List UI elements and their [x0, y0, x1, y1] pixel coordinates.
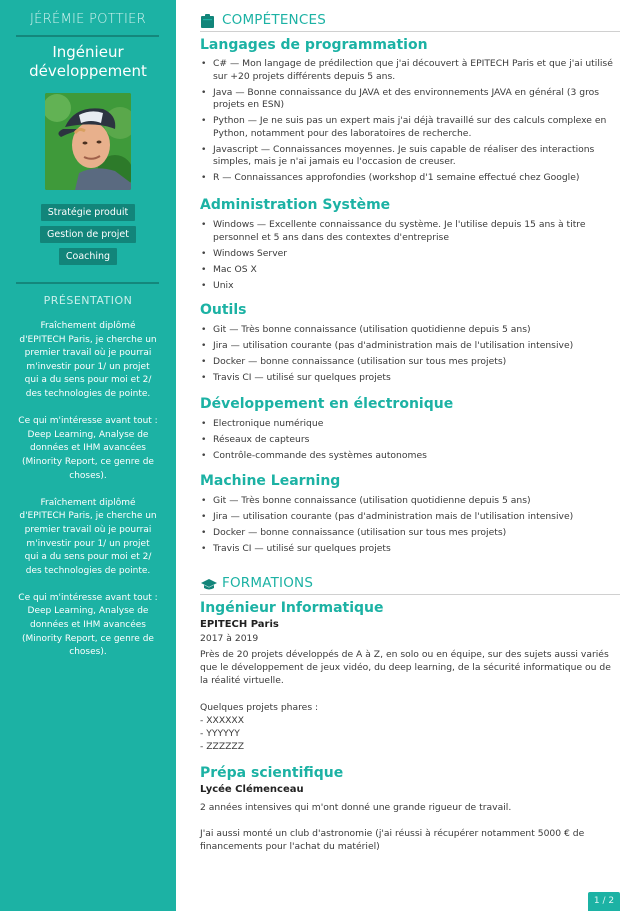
- formation-school: Lycée Clémenceau: [200, 784, 304, 795]
- skill-list: [200, 495, 620, 559]
- formation-title: Prépa scientifique: [200, 765, 344, 781]
- formation-description: J'ai aussi monté un club d'astronomie (j'ai réussi à récupérer notamment 5000 € de financements pour l'achat du matériel): [200, 828, 585, 852]
- presentation-heading: PRÉSENTATION: [43, 294, 133, 307]
- formation-description: Près de 20 projets développés de A à Z, en solo ou en équipe, sur des sujets aussi variés que le développement de jeux vidéo, du deep learning, de la sécurité informatique ou de la réalité virtuelle.: [200, 649, 611, 686]
- group-title: Langages de programmation: [200, 37, 428, 53]
- list-item: • Git — Très bonne connaissance (utilisation quotidienne depuis 5 ans): [200, 324, 620, 337]
- skill-list: [200, 58, 620, 188]
- list-item: • Windows — Excellente connaissance du système. Je l'utilise depuis 15 ans à titre personnel et 5 ans dans des contextes d'entreprise: [200, 219, 620, 244]
- list-item: • Travis CI — utilisé sur quelques projets: [200, 372, 620, 385]
- divider: [16, 282, 159, 284]
- skill-tag: Gestion de projet: [40, 226, 136, 243]
- presentation-paragraph: Fraîchement diplômé d'EPITECH Paris, je cherche un premier travail où je pourrai m'investir pour 1/ un projet qui a du sens pour moi et 2/ des technologies de pointe.: [19, 497, 157, 576]
- formation-title: Ingénieur Informatique: [200, 600, 384, 616]
- presentation-paragraph: Ce qui m'intéresse avant tout : Deep Learning, Analyse de données et IHM avancées (Minority Report, ce genre de choses).: [18, 416, 158, 481]
- skill-list: [200, 324, 620, 388]
- group-title: Développement en électronique: [200, 396, 454, 412]
- skill-tags: [0, 204, 176, 270]
- list-item: • Electronique numérique: [200, 418, 620, 431]
- sidebar: [0, 0, 176, 911]
- list-item: • Java — Bonne connaissance du JAVA et des environnements JAVA en général (3 gros projets en ESN): [200, 87, 620, 112]
- presentation-text: [18, 320, 158, 673]
- graduation-cap-icon: [201, 576, 217, 595]
- formation-project: - XXXXXX: [200, 715, 244, 726]
- job-title-line1: Ingénieur: [52, 43, 124, 61]
- formation-project: - YYYYYY: [200, 728, 240, 739]
- job-title: [0, 43, 176, 81]
- skill-tag: Coaching: [59, 248, 117, 265]
- profile-photo: [45, 93, 131, 190]
- list-item: • R — Connaissances approfondies (workshop d'1 semaine effectué chez Google): [200, 172, 620, 185]
- skill-tag: Stratégie produit: [41, 204, 136, 221]
- list-item: • Travis CI — utilisé sur quelques projets: [200, 543, 620, 556]
- list-item: • Unix: [200, 280, 620, 293]
- formation-description: 2 années intensives qui m'ont donné une grande rigueur de travail.: [200, 802, 512, 813]
- list-item: • Réseaux de capteurs: [200, 434, 620, 447]
- skill-list: [200, 219, 620, 296]
- section-title: FORMATIONS: [222, 575, 314, 591]
- list-item: • C# — Mon langage de prédilection que j'ai découvert à EPITECH Paris et que j'ai utilisé sur +20 projets différents depuis 5 ans.: [200, 58, 620, 83]
- formation-school: EPITECH Paris: [200, 619, 279, 630]
- list-item: • Jira — utilisation courante (pas d'administration mais de l'utilisation intensive): [200, 340, 620, 353]
- clipboard-icon: [201, 13, 214, 32]
- formation-projects-label: Quelques projets phares :: [200, 702, 319, 713]
- divider: [16, 35, 159, 37]
- list-item: • Docker — bonne connaissance (utilisation sur tous mes projets): [200, 527, 620, 540]
- job-title-line2: développement: [29, 62, 147, 80]
- formation-dates: 2017 à 2019: [200, 633, 259, 644]
- list-item: • Windows Server: [200, 248, 620, 261]
- list-item: • Mac OS X: [200, 264, 620, 277]
- presentation-paragraph: Fraîchement diplômé d'EPITECH Paris, je cherche un premier travail où je pourrai m'investir pour 1/ un projet qui a du sens pour moi et 2/ des technologies de pointe.: [19, 321, 157, 399]
- list-item: • Git — Très bonne connaissance (utilisation quotidienne depuis 5 ans): [200, 495, 620, 508]
- group-title: Outils: [200, 302, 247, 318]
- section-header-formations: [200, 572, 620, 595]
- group-title: Administration Système: [200, 197, 391, 213]
- skill-list: [200, 418, 620, 466]
- list-item: • Contrôle-commande des systèmes autonomes: [200, 450, 620, 463]
- section-header-competences: [200, 9, 620, 32]
- list-item: • Javascript — Connaissances moyennes. Je suis capable de réaliser des interactions simples, mais je n'ai jamais eu l'occasion de creuser.: [200, 144, 620, 169]
- group-title: Machine Learning: [200, 473, 341, 489]
- list-item: • Python — Je ne suis pas un expert mais j'ai déjà travaillé sur des calculs complexe en Python, notamment pour des laboratoires de recherche.: [200, 115, 620, 140]
- list-item: • Jira — utilisation courante (pas d'administration mais de l'utilisation intensive): [200, 511, 620, 524]
- list-item: • Docker — bonne connaissance (utilisation sur tous mes projets): [200, 356, 620, 369]
- formation-project: - ZZZZZZ: [200, 741, 244, 752]
- presentation-paragraph: Ce qui m'intéresse avant tout : Deep Learning, Analyse de données et IHM avancées (Minority Report, ce genre de choses).: [18, 592, 158, 658]
- candidate-name: JÉRÉMIE POTTIER: [30, 12, 146, 27]
- page-indicator: 1 / 2: [588, 892, 620, 911]
- section-title: COMPÉTENCES: [222, 12, 326, 28]
